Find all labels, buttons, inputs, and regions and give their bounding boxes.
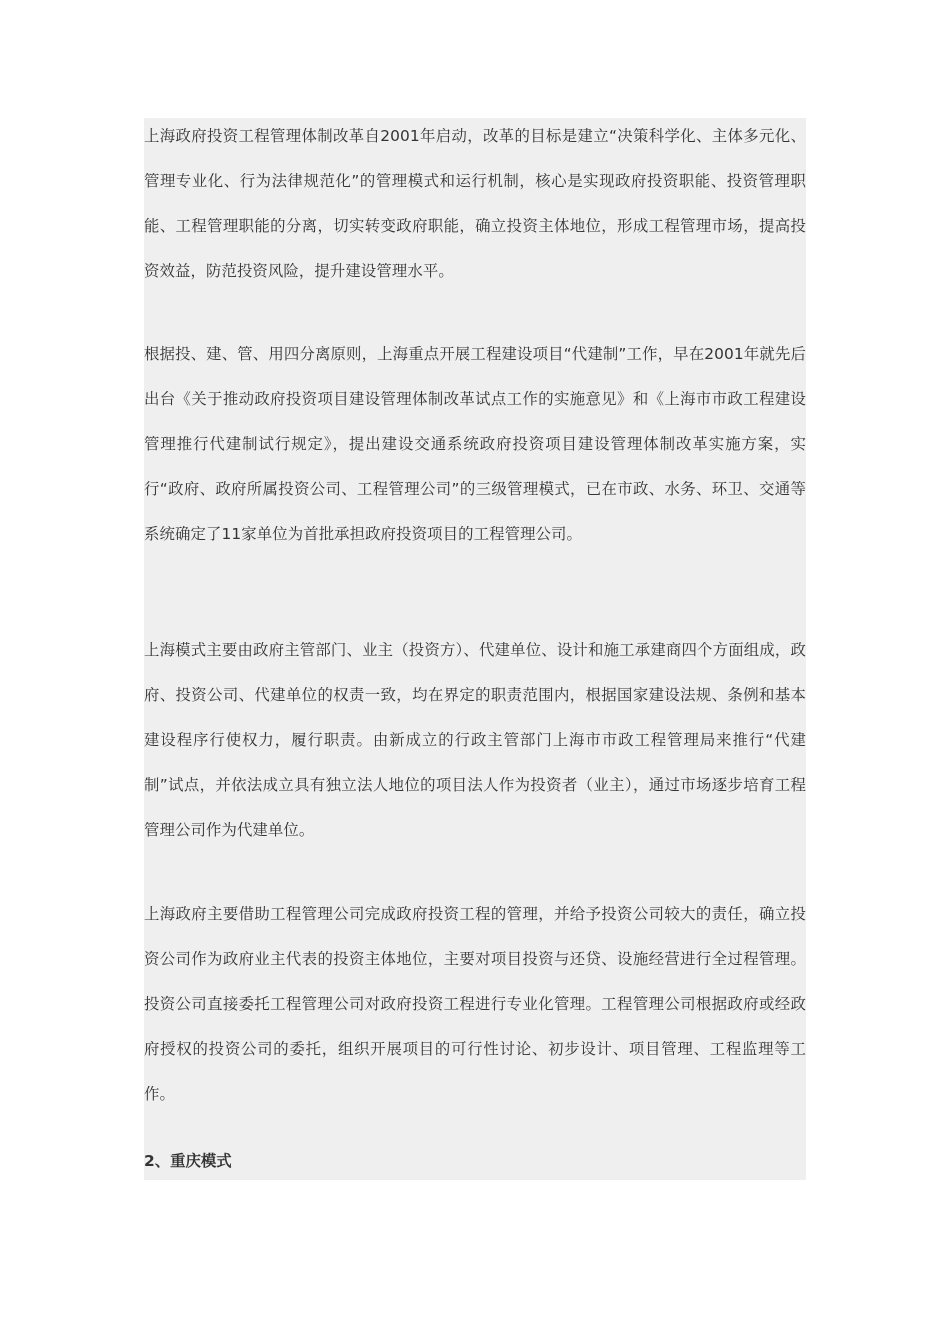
paragraph-2: 根据投、建、管、用四分离原则，上海重点开展工程建设项目“代建制”工作，早在2001年就先后出台《关于推动政府投资项目建设管理体制改革试点工作的实施意见》和《上海市市政工程建设管理推行代建制试行规定》，提出建设交通系统政府投资项目建设管理体制改革实施方案，实行“政府、政府所属投资公司、工程管理公司”的三级管理模式，已在市政、水务、环卫、交通等系统确定了11家单位为首批承担政府投资项目的工程管理公司。 — [144, 345, 806, 543]
paragraph-4: 上海政府主要借助工程管理公司完成政府投资工程的管理，并给予投资公司较大的责任，确立投资公司作为政府业主代表的投资主体地位，主要对项目投资与还贷、设施经营进行全过程管理。投资公司直接委托工程管理公司对政府投资工程进行专业化管理。工程管理公司根据政府或经政府授权的投资公司的委托，组织开展项目的可行性讨论、初步设计、项目管理、工程监理等工作。 — [144, 905, 806, 1103]
paragraph-3: 上海模式主要由政府主管部门、业主（投资方）、代建单位、设计和施工承建商四个方面组成，政府、投资公司、代建单位的权责一致，均在界定的职责范围内，根据国家建设法规、条例和基本建设程序行使权力，履行职责。由新成立的行政主管部门上海市市政工程管理局来推行“代建制”试点，并依法成立具有独立法人地位的项目法人作为投资者（业主），通过市场逐步培育工程管理公司作为代建单位。 — [144, 641, 806, 839]
document-body — [144, 118, 806, 1180]
paragraph-1: 上海政府投资工程管理体制改革自2001年启动，改革的目标是建立“决策科学化、主体多元化、管理专业化、行为法律规范化”的管理模式和运行机制，核心是实现政府投资职能、投资管理职能、工程管理职能的分离，切实转变政府职能，确立投资主体地位，形成工程管理市场，提高投资效益，防范投资风险，提升建设管理水平。 — [144, 127, 806, 280]
section-heading: 2、重庆模式 — [144, 1152, 232, 1170]
